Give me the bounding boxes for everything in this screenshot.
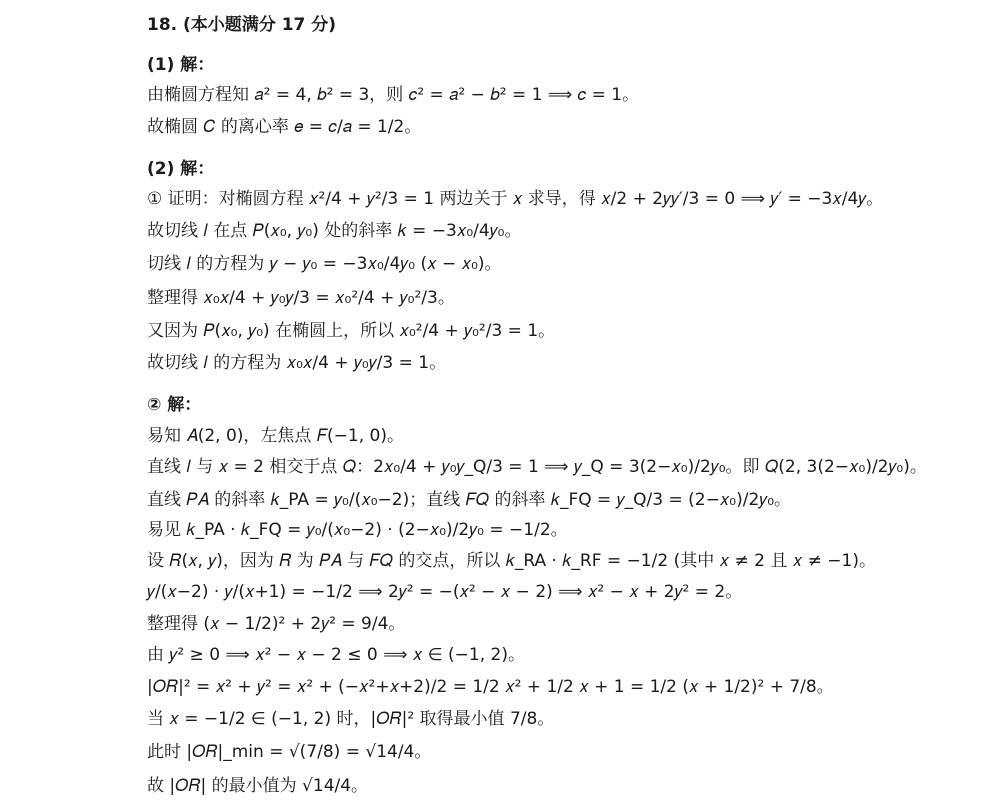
solution-line-11: 此时 |𝑂𝑅|_min = √(7/8) = √14/4。: [147, 742, 432, 762]
part1-heading: (1) 解：: [147, 55, 215, 75]
solution-line-2: 直线 𝑙 与 𝑥 = 2 相交于点 𝑄：2𝑥₀/4 + 𝑦₀𝑦_Q/3 = 1 ⟹ 𝑦_Q = 3(2−𝑥₀)/2𝑦₀。即 𝑄(2, 3(2−𝑥₀)/2𝑦₀)。: [147, 457, 927, 477]
solution-line-1: 易知 𝐴(2, 0)，左焦点 𝐹(−1, 0)。: [147, 426, 404, 446]
part2-heading: (2) 解：: [147, 159, 215, 179]
proof-line-4: 整理得 𝑥₀𝑥/4 + 𝑦₀𝑦/3 = 𝑥₀²/4 + 𝑦₀²/3。: [147, 288, 455, 308]
solution-line-9: |𝑂𝑅|² = 𝑥² + 𝑦² = 𝑥² + (−𝑥²+𝑥+2)/2 = 1/2 𝑥² + 1/2 𝑥 + 1 = 1/2 (𝑥 + 1/2)² + 7/8。: [147, 677, 834, 697]
part1-line-1: 由椭圆方程知 𝑎² = 4, 𝑏² = 3，则 𝑐² = 𝑎² − 𝑏² = 1 ⟹ 𝑐 = 1。: [147, 85, 640, 105]
solution-line-12: 故 |𝑂𝑅| 的最小值为 √14/4。: [147, 776, 369, 796]
solution-heading: ② 解：: [147, 395, 202, 415]
part1-line-2: 故椭圆 𝐶 的离心率 𝑒 = 𝑐/𝑎 = 1/2。: [147, 117, 422, 137]
solution-line-8: 由 𝑦² ≥ 0 ⟹ 𝑥² − 𝑥 − 2 ≤ 0 ⟹ 𝑥 ∈ (−1, 2)。: [147, 645, 525, 665]
problem-title: 18. (本小题满分 17 分): [147, 15, 337, 35]
proof-line-5: 又因为 𝑃(𝑥₀, 𝑦₀) 在椭圆上，所以 𝑥₀²/4 + 𝑦₀²/3 = 1。: [147, 321, 556, 341]
proof-line-3: 切线 𝑙 的方程为 𝑦 − 𝑦₀ = −3𝑥₀/4𝑦₀ (𝑥 − 𝑥₀)。: [147, 254, 502, 274]
proof-line-1: ① 证明：对椭圆方程 𝑥²/4 + 𝑦²/3 = 1 两边关于 𝑥 求导，得 𝑥/2 + 2𝑦𝑦′/3 = 0 ⟹ 𝑦′ = −3𝑥/4𝑦。: [147, 189, 884, 209]
solution-line-10: 当 𝑥 = −1/2 ∈ (−1, 2) 时，|𝑂𝑅|² 取得最小值 7/8。: [147, 709, 555, 729]
solution-line-4: 易见 𝑘_PA · 𝑘_FQ = 𝑦₀/(𝑥₀−2) · (2−𝑥₀)/2𝑦₀ = −1/2。: [147, 520, 568, 540]
solution-line-7: 整理得 (𝑥 − 1/2)² + 2𝑦² = 9/4。: [147, 614, 406, 634]
solution-line-5: 设 𝑅(𝑥, 𝑦)，因为 𝑅 为 𝑃𝐴 与 𝐹𝑄 的交点，所以 𝑘_RA · 𝑘_RF = −1/2 (其中 𝑥 ≠ 2 且 𝑥 ≠ −1)。: [147, 551, 876, 571]
solution-line-3: 直线 𝑃𝐴 的斜率 𝑘_PA = 𝑦₀/(𝑥₀−2)；直线 𝐹𝑄 的斜率 𝑘_FQ = 𝑦_Q/3 = (2−𝑥₀)/2𝑦₀。: [147, 490, 792, 510]
proof-line-2: 故切线 𝑙 在点 𝑃(𝑥₀, 𝑦₀) 处的斜率 𝑘 = −3𝑥₀/4𝑦₀。: [147, 221, 522, 241]
solution-line-6: 𝑦/(𝑥−2) · 𝑦/(𝑥+1) = −1/2 ⟹ 2𝑦² = −(𝑥² − 𝑥 − 2) ⟹ 𝑥² − 𝑥 + 2𝑦² = 2。: [147, 582, 743, 602]
proof-line-6: 故切线 𝑙 的方程为 𝑥₀𝑥/4 + 𝑦₀𝑦/3 = 1。: [147, 353, 447, 373]
